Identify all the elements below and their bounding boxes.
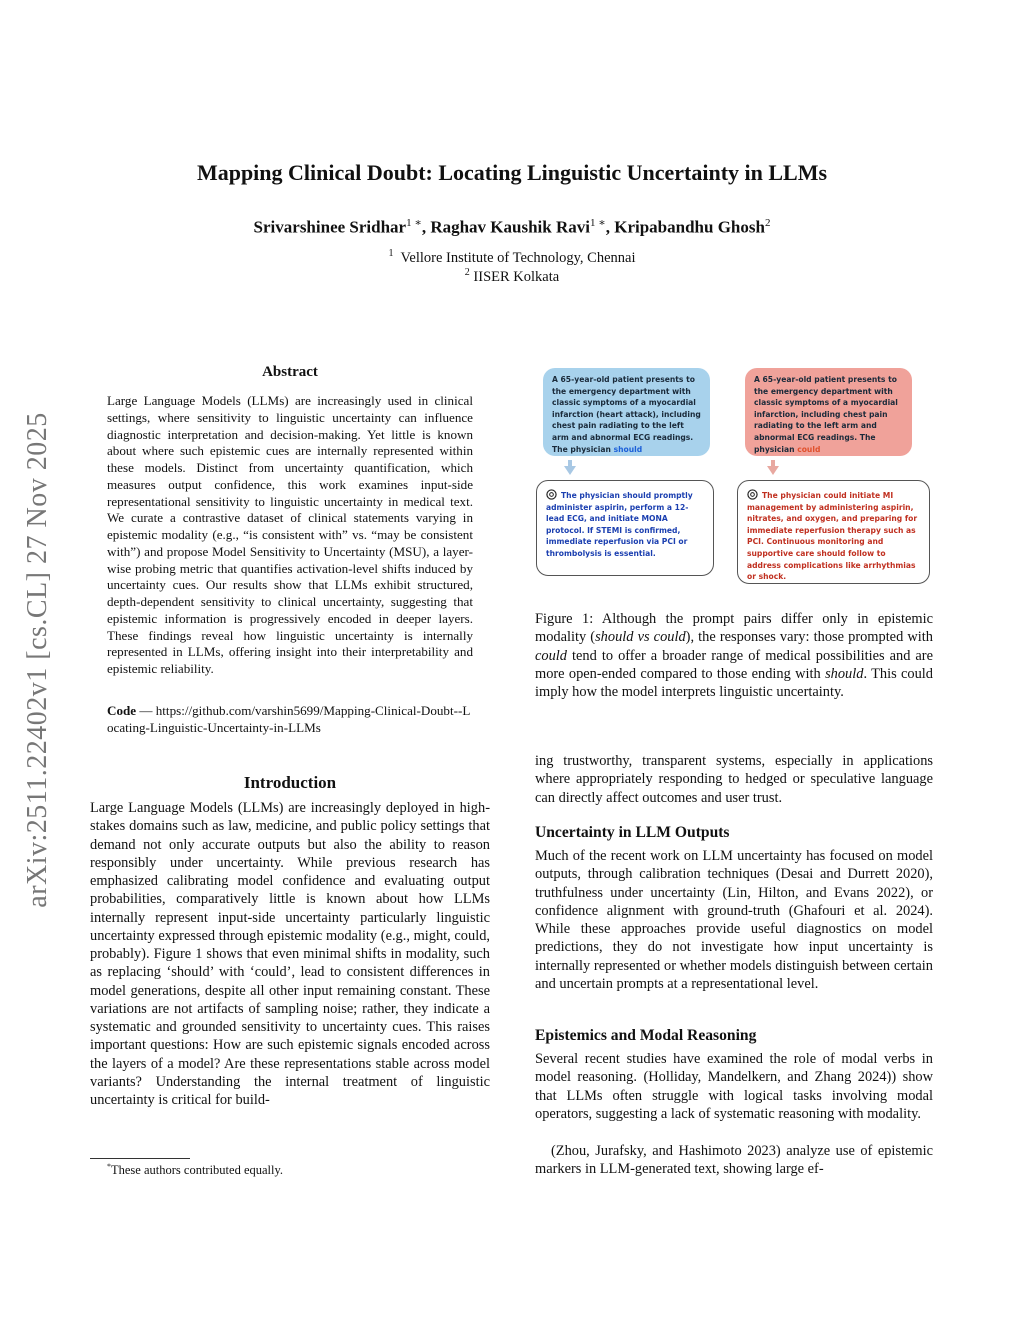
figure-caption	[535, 610, 933, 701]
affiliation-mark: 2	[464, 267, 470, 278]
code-url-link[interactable]: https://github.com/varshin5699/Mapping-Clinical-Doubt--Locating-Linguistic-Uncertainty-in-LLMs	[107, 703, 471, 735]
arxiv-identifier: arXiv:2511.22402v1 [cs.CL] 27 Nov 2025	[22, 412, 53, 908]
abstract-text: Large Language Models (LLMs) are increasingly used in clinical settings, where sensitivity to linguistic uncertainty can influence diagnostic interpretation and decision-making. Yet little is known about where such epistemic cues are internally represented within these models. Distinct from uncertainty quantification, which measures output confidence, this work examines input-side representational sensitivity to linguistic uncertainty in medical text. We curate a contrastive dataset of clinical statements varying in epistemic modality (e.g., “is consistent with” vs. “may be consistent with”) and propose Model Sensitivity to Uncertainty (MSU), a layer-wise probing metric that quantifies activation-level shifts induced by uncertainty cues. Our results show that LLMs exhibit structured, depth-dependent sensitivity to clinical uncertainty, suggesting that epistemic information is progressively encoded in deeper layers. These findings reveal how linguistic uncertainty is internally represented in LLMs, offering insight into their interpretability and epistemic reliability.	[107, 393, 473, 676]
uncertainty-text: Much of the recent work on LLM uncertainty has focused on model outputs, through calibration techniques (Desai and Durrett 2020), truthfulness under uncertainty (Lin, Hilton, and Evans 2022), or confidence alignment with ground-truth (Ghafouri et al. 2024). While these approaches provide useful diagnostics on model predictions, they do not investigate how input uncertainty is internally represented or whether models distinguish between certain and uncertain prompts at a representational level.	[535, 848, 933, 992]
modal-could: could	[797, 444, 821, 454]
affiliation-name: IISER Kolkata	[473, 268, 560, 285]
author-mark: 2	[764, 217, 771, 229]
response-text: The physician could initiate MI management by administering aspirin, nitrates, and oxygen, and preparing for immediate reperfusion therapy such as PCI. Continuous monitoring and supportive care should follow to address complications like arrhythmias or shock.	[747, 491, 918, 582]
code-sep: —	[136, 703, 156, 718]
prompt-box-could	[745, 368, 912, 456]
affiliation-name: Vellore Institute of Technology, Chennai	[400, 249, 636, 266]
author-name: Srivarshinee Sridhar	[253, 217, 407, 237]
uncertainty-heading: Uncertainty in LLM Outputs	[535, 824, 730, 841]
caption-emphasis: could	[535, 647, 567, 664]
introduction-text: Large Language Models (LLMs) are increasingly deployed in high-stakes domains such as law, medicine, and public policy settings that demand not only accurate outputs but also the ability to reason responsibly under uncertainty. While previous research has emphasized calibrating model confidence and evaluating output probabilities, comparatively little is known about how LLMs internally represent input-side uncertainty particularly linguistic uncertainty expressed through epistemic modality (e.g., might, could, probably). Figure 1 shows that even minimal shifts in modality, such as replacing ‘should’ with ‘could’, lead to consistent differences in model generations, despite all other input remaining constant. These variations are not artifacts of sampling noise; rather, they indicate a systematic and grounded sensitivity to uncertainty cues. This raises important questions: How are such epistemic signals encoded across the layers of a model? Are these representations stable across model variants? Understanding the internal treatment of linguistic uncertainty is critical for build-	[90, 800, 490, 1108]
epistemics-text-2: (Zhou, Jurafsky, and Hashimoto 2023) analyze use of epistemic markers in LLM-generated text, showing large ef-	[535, 1143, 933, 1178]
epistemics-text: Several recent studies have examined the role of modal verbs in model reasoning. (Holliday, Mandelkern, and Zhang 2024)) show that LLMs often struggle with logical tasks involving modal operators, suggesting a lack of systematic reasoning with modality.	[535, 1051, 933, 1122]
caption-text: tend to offer a broader range of medical possibilities and are more open-ended compared to those ending with	[535, 647, 933, 682]
author-name: Kripabandhu Ghosh	[614, 217, 765, 237]
response-box-could	[737, 480, 930, 584]
caption-text: Figure 1: Although the prompt pairs differ only in epistemic modality (	[535, 611, 933, 646]
author-mark: 1 ∗	[590, 217, 606, 229]
abstract-heading: Abstract	[262, 364, 318, 380]
affiliation	[90, 248, 934, 267]
caption-text: ), the responses vary: those prompted with	[685, 629, 933, 646]
author-mark: 1 ∗	[406, 217, 422, 229]
response-box-should	[536, 480, 714, 576]
modal-should: should	[613, 444, 643, 454]
paper-title: Mapping Clinical Doubt: Locating Linguistic Uncertainty in LLMs	[196, 160, 828, 185]
caption-emphasis: should vs could	[595, 629, 686, 646]
code-label: Code	[107, 703, 137, 718]
affiliation-mark: 1	[388, 248, 394, 259]
caption-text: . This could imply how the model interprets linguistic uncertainty.	[535, 665, 934, 700]
introduction-continued: ing trustworthy, transparent systems, especially in applications where appropriately responding to hedged or speculative language can directly affect outcomes and user trust.	[535, 753, 933, 806]
prompt-box-should	[543, 368, 710, 456]
affiliation	[90, 267, 934, 286]
openai-logo-icon	[747, 489, 758, 500]
arrow-down-icon	[767, 460, 779, 475]
prompt-text: A 65-year-old patient presents to the emergency department with classic symptoms of a myocardial infarction, including chest pain radiating to the left arm and abnormal ECG readings. The physician	[754, 375, 898, 454]
footnote	[107, 1162, 283, 1178]
openai-logo-icon	[546, 489, 557, 500]
footnote-text: These authors contributed equally.	[111, 1163, 284, 1178]
caption-emphasis: should	[825, 665, 864, 682]
author-name: Raghav Kaushik Ravi	[430, 217, 590, 237]
response-text: The physician should promptly administer aspirin, perform a 12-lead ECG, and initiate MONA protocol. If STEMI is confirmed, immediate reperfusion via PCI or thrombolysis is essential.	[546, 491, 693, 558]
epistemics-heading: Epistemics and Modal Reasoning	[535, 1027, 757, 1044]
footnote-mark: *	[107, 1162, 111, 1171]
author-list: Srivarshinee Sridhar$^{1 ∗}$, Raghav Kaushik Ravi$^{1 ∗}$, Kripabandhu Ghosh$^2$	[253, 217, 771, 237]
arrow-down-icon	[564, 460, 576, 475]
prompt-text: A 65-year-old patient presents to the emergency department with classic symptoms of a myocardial infarction (heart attack), including chest pain radiating to the left arm and abnormal ECG readings. The physician	[552, 375, 701, 454]
introduction-heading: Introduction	[243, 773, 337, 792]
arxiv-sidebar	[8, 360, 68, 960]
code-line	[107, 703, 473, 737]
footnote-rule	[90, 1158, 190, 1159]
